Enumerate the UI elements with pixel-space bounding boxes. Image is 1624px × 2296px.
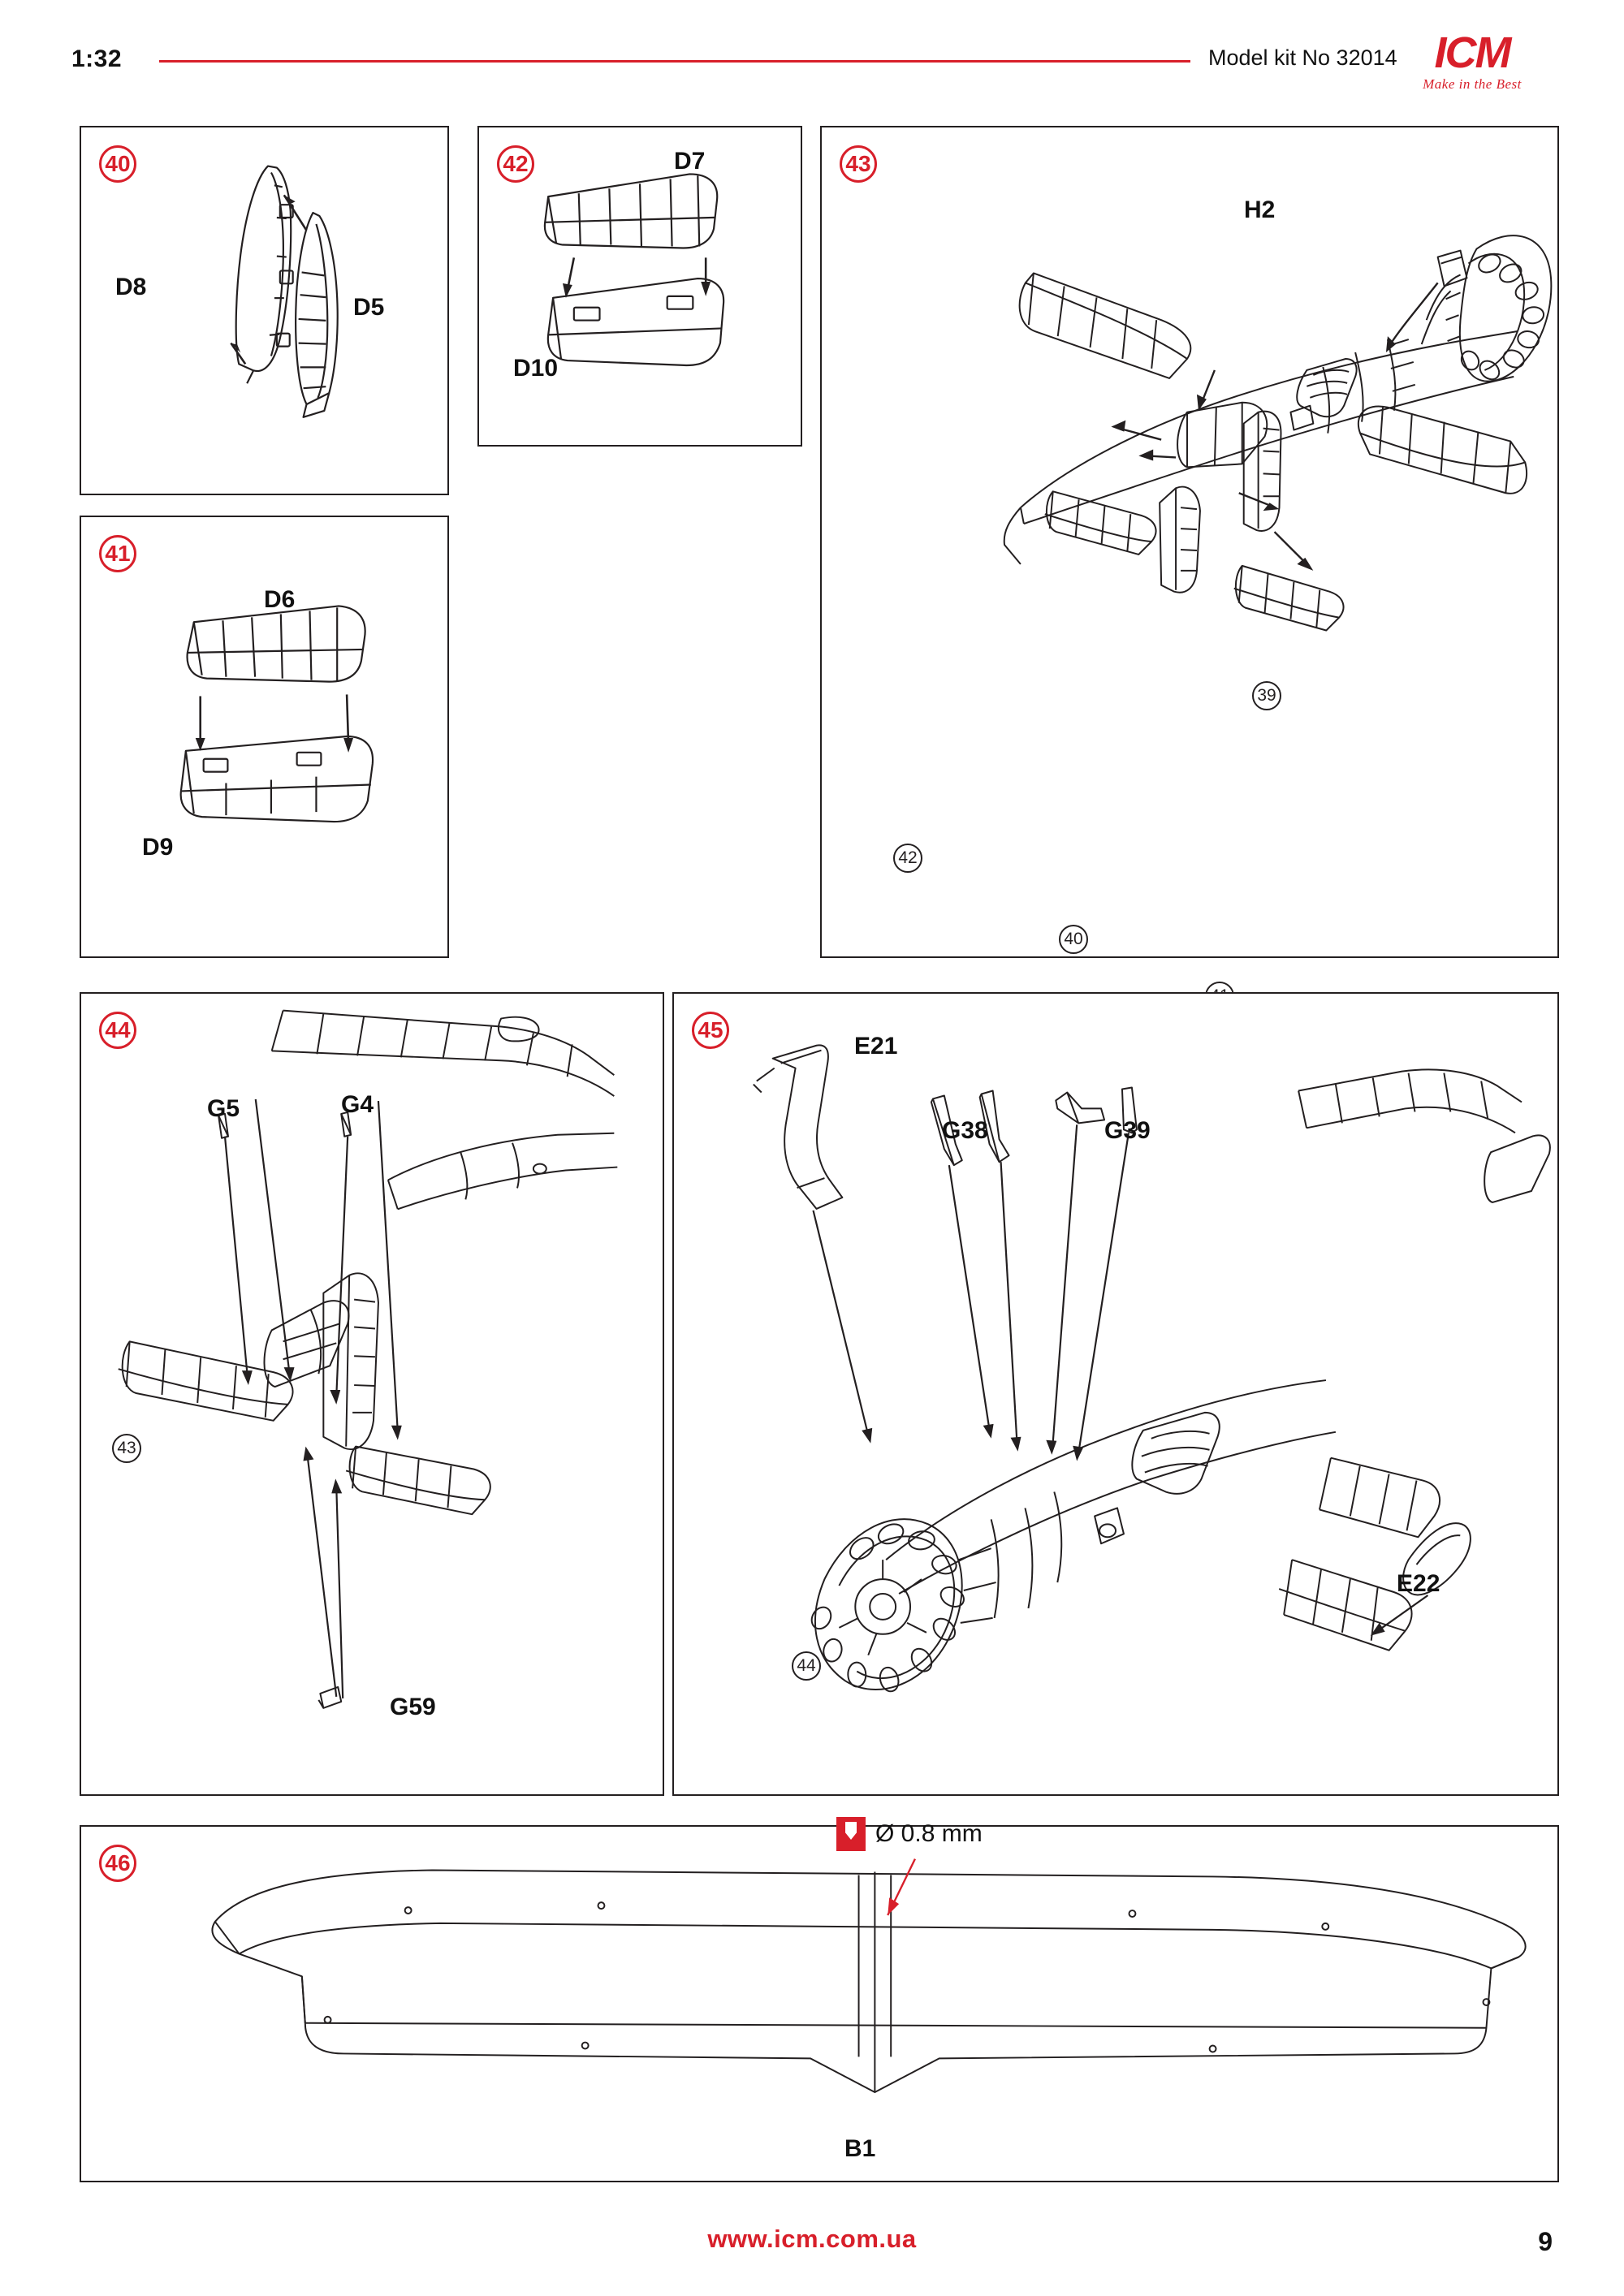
part-label-d6: D6 xyxy=(264,586,296,613)
step-number-41: 41 xyxy=(99,535,136,572)
step-number-45: 45 xyxy=(692,1012,729,1049)
step-41-panel xyxy=(80,516,449,958)
step-46-panel xyxy=(80,1820,1559,2182)
header-divider xyxy=(159,60,1190,63)
step-40-panel xyxy=(80,126,449,495)
part-label-e21: E21 xyxy=(854,1033,898,1060)
step-number-43: 43 xyxy=(840,145,877,183)
step-45-panel xyxy=(672,992,1559,1796)
part-label-d5: D5 xyxy=(353,294,385,321)
part-label-d10: D10 xyxy=(513,355,559,382)
icm-logo xyxy=(1387,28,1557,93)
drill-diameter-label: Ø 0.8 mm xyxy=(875,1820,983,1847)
step-43-drawing xyxy=(822,127,1557,956)
step-44-panel xyxy=(80,992,664,1796)
ref-badge-39: 39 xyxy=(1252,681,1281,710)
part-label-g4: G4 xyxy=(341,1091,374,1118)
step-42-panel xyxy=(477,126,802,447)
part-label-g59: G59 xyxy=(390,1694,436,1720)
page-header xyxy=(71,28,1557,92)
step-46-drawing xyxy=(81,1827,1557,2181)
part-label-d8: D8 xyxy=(115,274,147,300)
page-number: 9 xyxy=(1538,2227,1553,2256)
step-43-panel xyxy=(820,126,1559,958)
step-40-drawing xyxy=(81,127,447,494)
website-url[interactable]: www.icm.com.ua xyxy=(707,2225,917,2253)
ref-badge-43: 43 xyxy=(112,1434,141,1463)
part-label-h2: H2 xyxy=(1244,196,1276,223)
part-label-b1: B1 xyxy=(844,2135,876,2162)
part-label-d9: D9 xyxy=(142,834,174,861)
drill-callout xyxy=(836,1817,983,1851)
step-number-42: 42 xyxy=(497,145,534,183)
drill-icon xyxy=(836,1817,866,1851)
step-number-44: 44 xyxy=(99,1012,136,1049)
part-label-e22: E22 xyxy=(1397,1570,1440,1597)
logo-wordmark: ICM xyxy=(1434,28,1510,77)
logo-tagline: Make in the Best xyxy=(1423,76,1522,92)
kit-number-label: Model kit No 32014 xyxy=(1208,45,1397,70)
ref-badge-44: 44 xyxy=(792,1651,821,1681)
ref-badge-40: 40 xyxy=(1059,925,1088,954)
ref-badge-42: 42 xyxy=(893,844,922,873)
scale-label: 1:32 xyxy=(71,45,123,72)
step-41-drawing xyxy=(81,517,447,956)
part-label-g38: G38 xyxy=(942,1117,988,1144)
step-number-46: 46 xyxy=(99,1845,136,1882)
part-label-d7: D7 xyxy=(674,148,706,175)
step-number-40: 40 xyxy=(99,145,136,183)
part-label-g39: G39 xyxy=(1104,1117,1151,1144)
part-label-g5: G5 xyxy=(207,1095,240,1122)
